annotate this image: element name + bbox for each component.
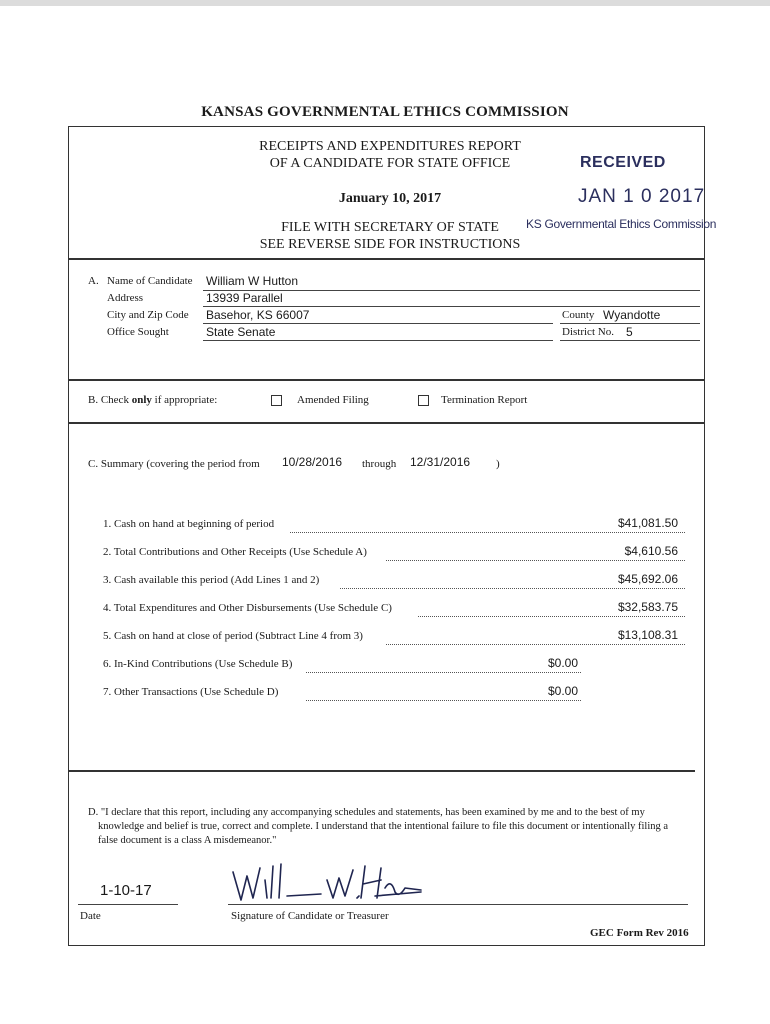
report-title-line-1: RECEIPTS AND EXPENDITURES REPORT [259,139,521,154]
address-underline [203,306,700,307]
check-label [88,394,217,406]
address-label: Address [107,292,144,304]
district-label: District No. [562,326,614,338]
termination-report-checkbox[interactable] [418,395,429,406]
summary-line-5-rule [386,644,685,645]
district-value: 5 [626,325,633,339]
summary-line-4-rule [418,616,685,617]
see-reverse-text: SEE REVERSE SIDE FOR INSTRUCTIONS [259,237,521,252]
summary-line-5-amount: $13,108.31 [617,628,678,642]
report-title-line-2: OF A CANDIDATE FOR STATE OFFICE [269,156,511,171]
city-underline [203,323,553,324]
name-label: Name of Candidate [107,275,193,287]
summary-line-4-label: 4. Total Expenditures and Other Disbursements (Use Schedule C) [103,602,392,614]
section-divider-b [68,379,705,381]
termination-report-label: Termination Report [441,394,528,406]
signature [225,858,425,906]
scan-top-edge [0,0,770,6]
county-underline [560,323,700,324]
through-label: through [362,458,397,470]
check-text: B. Check [88,394,129,406]
summary-line-2-rule [386,560,685,561]
period-from-value: 10/28/2016 [282,455,343,469]
amended-filing-label: Amended Filing [297,394,369,406]
district-underline [560,340,700,341]
received-stamp-agency: KS Governmental Ethics Commission [526,217,716,231]
summary-line-6-rule [306,672,581,673]
summary-line-7-amount: $0.00 [547,684,578,698]
section-a-label: A. [88,275,99,287]
signature-label: Signature of Candidate or Treasurer [231,910,389,922]
summary-line-7-label: 7. Other Transactions (Use Schedule D) [103,686,279,698]
date-label: Date [80,910,101,922]
period-to-value: 12/31/2016 [410,455,471,469]
city-value: Basehor, KS 66007 [206,308,310,322]
check-if-text: if appropriate: [154,394,218,406]
summary-line-5-label: 5. Cash on hand at close of period (Subtract Line 4 from 3) [103,630,363,642]
office-underline [203,340,553,341]
report-date: January 10, 2017 [338,191,442,206]
period-close-paren: ) [496,458,500,470]
section-divider-a [68,258,705,260]
received-stamp-date: JAN 1 0 2017 [578,186,706,207]
summary-line-4-amount: $32,583.75 [617,600,678,614]
office-label: Office Sought [107,326,169,338]
date-underline [78,904,178,905]
summary-line-1-label: 1. Cash on hand at beginning of period [103,518,275,530]
summary-line-2-amount: $4,610.56 [624,544,678,558]
county-label: County [562,309,595,321]
summary-line-3-amount: $45,692.06 [617,572,678,586]
summary-line-3-rule [340,588,685,589]
summary-label: C. Summary (covering the period from [88,458,260,470]
summary-line-2-label: 2. Total Contributions and Other Receipts (Use Schedule A) [103,546,367,558]
summary-line-7-rule [306,700,581,701]
commission-heading: KANSAS GOVERNMENTAL ETHICS COMMISSION [201,104,569,120]
section-divider-d [68,770,695,772]
summary-line-1-amount: $41,081.50 [617,516,678,530]
office-value: State Senate [206,325,276,339]
name-value: William W Hutton [206,274,299,288]
check-only-text: only [131,394,152,406]
date-value: 1-10-17 [100,882,152,899]
signature-scribble [225,858,425,906]
address-value: 13939 Parallel [206,291,283,305]
file-with-text: FILE WITH SECRETARY OF STATE [281,220,499,235]
signature-underline [228,904,688,905]
county-value: Wyandotte [603,308,661,322]
summary-line-6-label: 6. In-Kind Contributions (Use Schedule B) [103,658,293,670]
amended-filing-checkbox[interactable] [271,395,282,406]
city-label: City and Zip Code [107,309,189,321]
section-divider-c [68,422,705,424]
summary-line-6-amount: $0.00 [547,656,578,670]
received-stamp: RECEIVED [580,154,666,171]
form-revision: GEC Form Rev 2016 [590,927,689,939]
summary-line-1-rule [290,532,685,533]
report-title [180,138,600,172]
summary-line-3-label: 3. Cash available this period (Add Lines 1 and 2) [103,574,320,586]
declaration-text: D. "I declare that this report, including any accompanying schedules and statements, has been examined by me and to the best of my knowledge and belief is true, correct and complete. I understand that the intentional failure to file this document or intentionally filing a false document is a class A misdemeanor." [88,807,669,846]
